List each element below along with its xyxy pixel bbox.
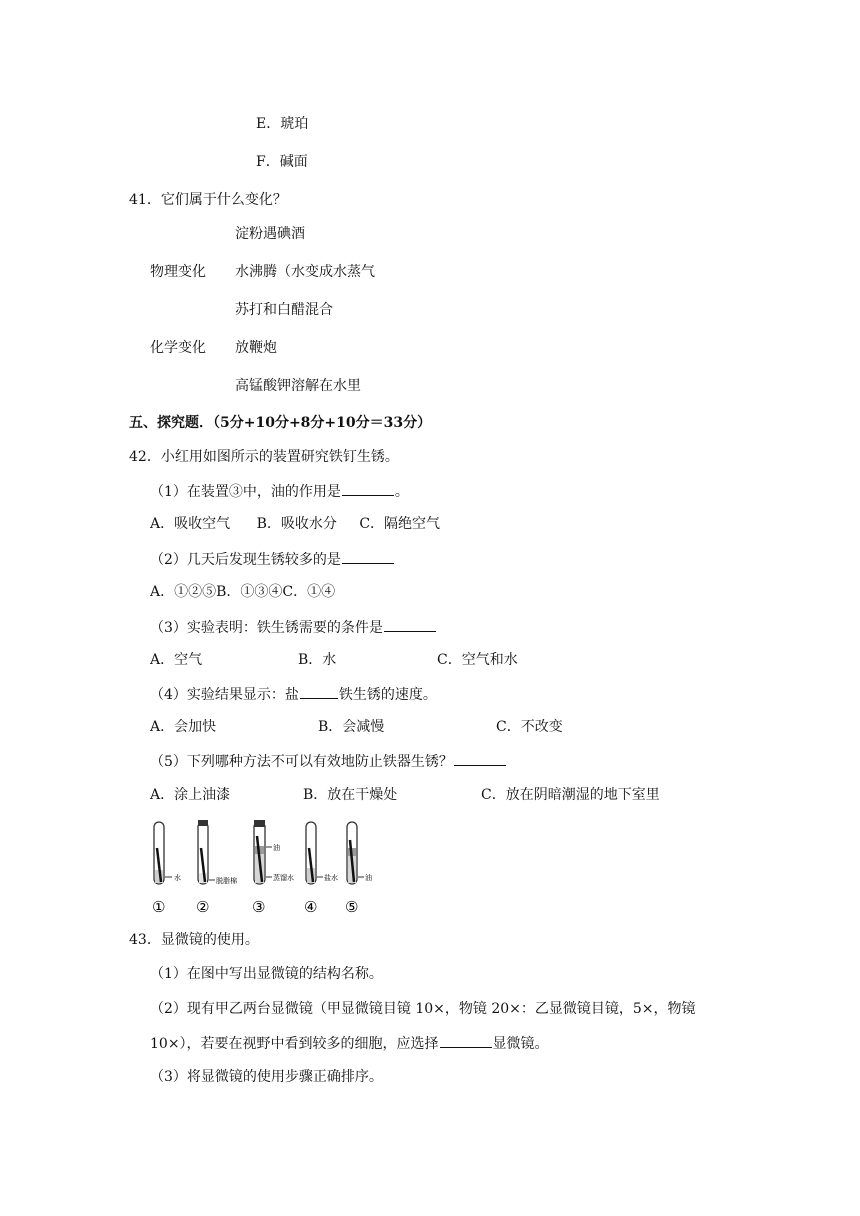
tube-number-2: ② bbox=[196, 898, 210, 916]
q41-item-3: 苏打和白醋混合 bbox=[235, 302, 333, 318]
answer-blank[interactable] bbox=[342, 481, 394, 496]
q42-part4-tail: 铁生锈的速度。 bbox=[338, 687, 437, 703]
tube-number-5: ⑤ bbox=[345, 898, 359, 916]
q42-part5 bbox=[150, 751, 507, 772]
option-e: E．琥珀 bbox=[256, 116, 309, 132]
answer-blank[interactable] bbox=[440, 1033, 492, 1048]
q43-part2-text: 10×），若要在视野中看到较多的细胞，应选择 bbox=[150, 1036, 439, 1052]
label-distilled-water: 蒸馏水 bbox=[273, 874, 294, 882]
label-cotton: 脱脂棉 bbox=[216, 877, 237, 885]
q41-item-4: 放鞭炮 bbox=[235, 340, 277, 356]
tube-number-1: ① bbox=[152, 898, 166, 916]
label-oil-3: 油 bbox=[273, 844, 280, 852]
q42-part4 bbox=[150, 684, 437, 705]
option-a: A．吸收空气 bbox=[150, 516, 231, 532]
label-oil-5: 油 bbox=[365, 874, 372, 882]
q42-part5-option-c: C．放在阴暗潮湿的地下室里 bbox=[481, 787, 660, 803]
option-c: C．隔绝空气 bbox=[359, 516, 441, 532]
q43-part2-tail: 显微镜。 bbox=[492, 1036, 549, 1052]
option-b: B．吸收水分 bbox=[256, 516, 337, 532]
q42-part4-text: （4）实验结果显示：盐 bbox=[150, 687, 299, 703]
q43-part1: （1）在图中写出显微镜的结构名称。 bbox=[150, 966, 383, 982]
label-salt-water: 盐水 bbox=[324, 874, 338, 882]
test-tube-3 bbox=[254, 820, 272, 884]
q42-part5-option-a: A．涂上油漆 bbox=[150, 787, 231, 803]
test-tube-2 bbox=[198, 820, 215, 884]
answer-blank[interactable] bbox=[300, 684, 338, 699]
q42-part3-text: （3）实验表明：铁生锈需要的条件是 bbox=[150, 620, 383, 636]
test-tube-5 bbox=[347, 822, 364, 884]
q43-part3: （3）将显微镜的使用步骤正确排序。 bbox=[150, 1069, 383, 1085]
q42-part1-options bbox=[150, 514, 440, 534]
q42-part3-option-c: C．空气和水 bbox=[437, 652, 518, 668]
q42-title: 42．小红用如图所示的装置研究铁钉生锈。 bbox=[129, 449, 399, 465]
section-heading: 五、探究题．（5分+10分+8分+10分＝33分） bbox=[129, 415, 432, 431]
q43-part2-line1: （2）现有甲乙两台显微镜（甲显微镜目镜 10×，物镜 20×：乙显微镜目镜，5×，物镜 bbox=[150, 1001, 696, 1017]
q42-part3-option-b: B．水 bbox=[298, 652, 337, 668]
q42-part2-text: （2）几天后发现生锈较多的是 bbox=[150, 552, 341, 568]
test-tube-4 bbox=[306, 822, 323, 884]
q41-item-1: 淀粉遇碘酒 bbox=[235, 226, 305, 242]
q42-part5-text: （5）下列哪种方法不可以有效地防止铁器生锈？ bbox=[150, 754, 453, 770]
answer-blank[interactable] bbox=[384, 617, 436, 632]
q42-part1 bbox=[150, 481, 409, 502]
q42-part4-option-a: A．会加快 bbox=[150, 719, 217, 735]
label-water: 水 bbox=[174, 874, 181, 882]
q41-item-5: 高锰酸钾溶解在水里 bbox=[235, 378, 361, 394]
q41-item-2: 水沸腾（水变成水蒸气 bbox=[235, 264, 375, 280]
test-tube-figure bbox=[148, 818, 383, 918]
answer-blank[interactable] bbox=[454, 751, 506, 766]
test-tube-diagram bbox=[148, 818, 383, 918]
q42-part2-options: A．①②⑤B．①③④C．①④ bbox=[150, 584, 336, 600]
q41-label-physical: 物理变化 bbox=[150, 264, 206, 280]
q42-part4-option-c: C．不改变 bbox=[496, 719, 563, 735]
q42-part4-option-b: B．会减慢 bbox=[318, 719, 385, 735]
q42-part1-tail: 。 bbox=[394, 484, 409, 500]
q42-part2 bbox=[150, 549, 395, 570]
q42-part3 bbox=[150, 617, 437, 638]
answer-blank[interactable] bbox=[342, 549, 394, 564]
test-tube-1 bbox=[154, 822, 172, 884]
option-f: F．碱面 bbox=[256, 154, 308, 170]
tube-number-4: ④ bbox=[304, 898, 318, 916]
q42-part5-option-b: B．放在干燥处 bbox=[303, 787, 398, 803]
q41-title: 41．它们属于什么变化？ bbox=[129, 192, 287, 208]
tube-number-3: ③ bbox=[252, 898, 266, 916]
q43-title: 43．显微镜的使用。 bbox=[129, 932, 259, 948]
q42-part3-option-a: A．空气 bbox=[150, 652, 203, 668]
q43-part2-line2 bbox=[150, 1033, 549, 1054]
q41-label-chemical: 化学变化 bbox=[150, 340, 206, 356]
q42-part1-text: （1）在装置③中，油的作用是 bbox=[150, 484, 341, 500]
